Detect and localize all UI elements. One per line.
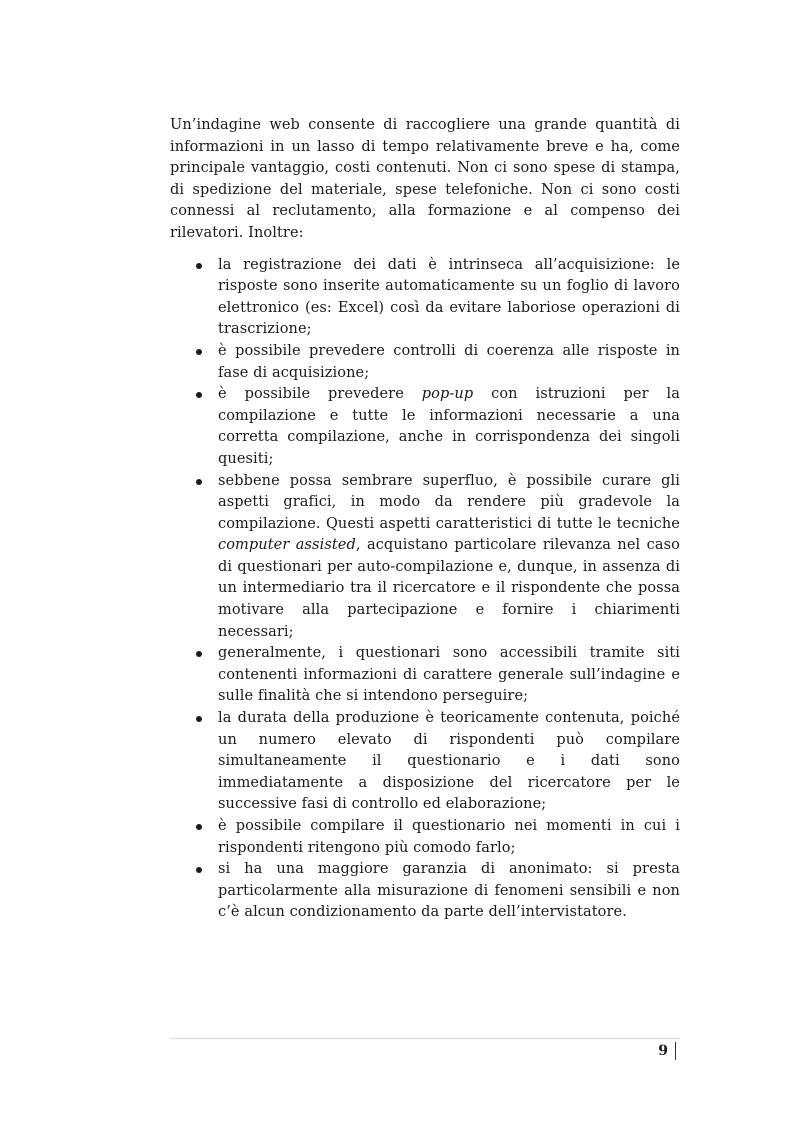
list-item — [170, 471, 680, 644]
bullet-icon — [196, 824, 202, 830]
list-item — [170, 816, 680, 859]
list-item-text: la registrazione dei dati è intrinseca all’acquisizione: le risposte sono inserite automaticamente su un foglio di lavoro elettronico (es: Excel) così da evitare laboriose operazioni di trascrizione; — [218, 256, 680, 338]
list-item — [170, 708, 680, 816]
list-item — [170, 384, 680, 470]
list-item-italic-term: computer assisted — [218, 537, 356, 554]
list-item — [170, 643, 680, 708]
bullet-icon — [196, 263, 202, 269]
advantages-list — [170, 255, 680, 924]
bullet-icon — [196, 716, 202, 722]
list-item-text-before: è possibile prevedere — [218, 386, 422, 403]
list-item-text: si ha una maggiore garanzia di anonimato: si presta particolarmente alla misurazione di fenomeni sensibili e non c’è alcun condizionamento da parte dell’intervistatore. — [218, 861, 680, 921]
list-item-text-before: sebbene possa sembrare superfluo, è possibile curare gli aspetti grafici, in modo da rendere più gradevole la compilazione. Questi aspetti caratteristici di tutte le tecniche — [218, 472, 680, 532]
intro-paragraph: Un’indagine web consente di raccogliere una grande quantità di informazioni in un lasso di tempo relativamente breve e ha, come principale vantaggio, costi contenuti. Non ci sono spese di stampa, di spedizione del materiale, spese telefoniche. Non ci sono costi connessi al reclutamento, alla formazione e al compenso dei rilevatori. Inoltre: — [170, 117, 680, 241]
list-item-text: è possibile prevedere controlli di coerenza alle risposte in fase di acquisizione; — [218, 342, 680, 381]
bullet-icon — [196, 867, 202, 873]
bullet-icon — [196, 651, 202, 657]
list-item-text-after: con istruzioni per la compilazione e tutte le informazioni necessarie a una corretta compilazione, anche in corrispondenza dei singoli quesiti; — [218, 386, 680, 467]
list-item-text: la durata della produzione è teoricamente contenuta, poiché un numero elevato di rispondenti può compilare simultaneamente il questionario e i dati sono immediatamente a disposizione del ricercatore per le successive fasi di controllo ed elaborazione; — [218, 710, 680, 813]
footer-divider — [170, 1038, 680, 1039]
list-item — [170, 859, 680, 924]
bullet-icon — [196, 392, 202, 398]
bullet-icon — [196, 479, 202, 485]
bullet-icon — [196, 349, 202, 355]
list-item — [170, 255, 680, 341]
list-item — [170, 341, 680, 384]
list-item-italic-term: pop-up — [421, 386, 474, 403]
list-item-text: generalmente, i questionari sono accessibili tramite siti contenenti informazioni di carattere generale sull’indagine e sulle finalità che si intendono perseguire; — [218, 645, 680, 705]
page-number-separator — [675, 1042, 676, 1060]
page-body — [170, 115, 680, 924]
list-item-text: è possibile compilare il questionario nei momenti in cui i rispondenti ritengono più comodo farlo; — [218, 818, 680, 856]
list-item-text-after: , acquistano particolare rilevanza nel caso di questionari per auto-compilazione e, dunque, in assenza di un intermediario tra il ricercatore e il rispondente che possa motivare alla partecipazione e fornire i chiarimenti necessari; — [218, 537, 680, 640]
page-number: 9 — [658, 1043, 668, 1059]
